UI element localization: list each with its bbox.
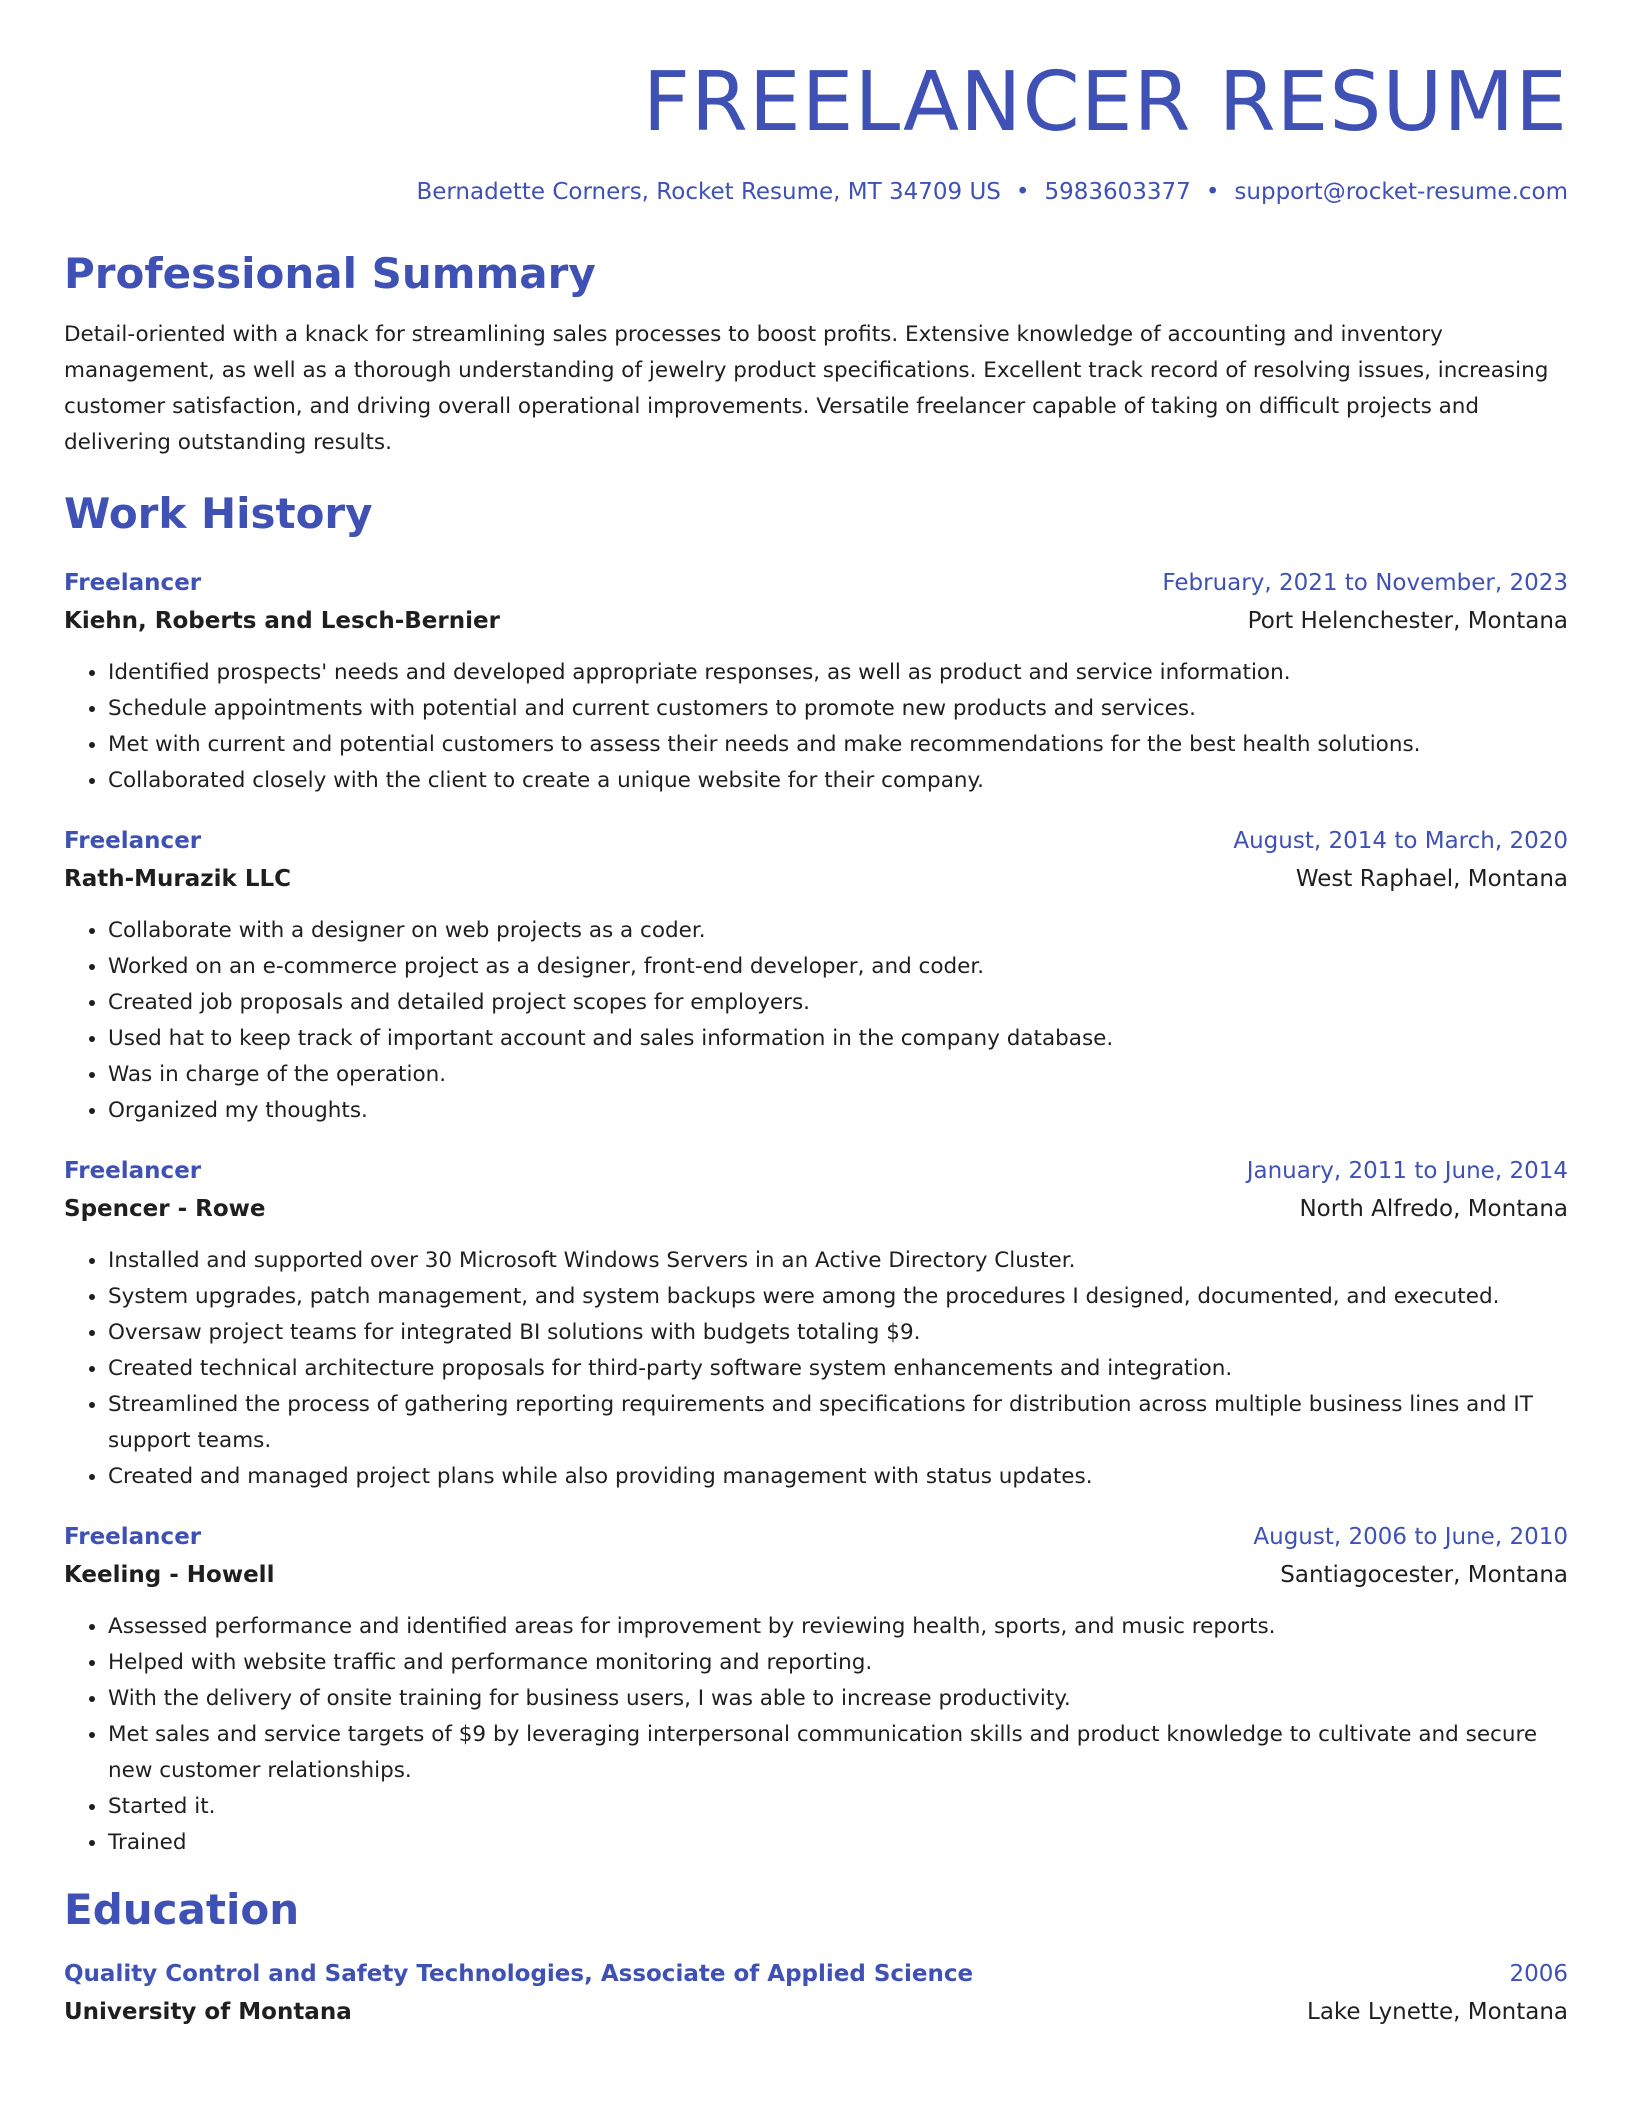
job-bullet: • Created job proposals and detailed project scopes for employers. [108,985,1568,1021]
education-year: 2006 [1509,1960,1568,1987]
job-bullet: • Created technical architecture proposals for third-party software system enhancements and integration. [108,1351,1568,1387]
education-heading: Education [64,1885,300,1935]
job-entry [64,1517,1568,1861]
contact-separator: • [1015,179,1030,205]
job-bullet-list [64,655,1568,799]
job-dates: January, 2011 to June, 2014 [1246,1158,1568,1185]
contact-phone: 5983603377 [1044,179,1191,205]
work-history-heading: Work History [64,488,373,538]
job-bullet: • Identified prospects' needs and developed appropriate responses, as well as product and service information. [108,655,1568,691]
education-location: Lake Lynette, Montana [1307,1998,1568,2025]
job-dates: February, 2021 to November, 2023 [1162,570,1568,597]
job-title: Freelancer [64,828,202,855]
contact-separator: • [1205,179,1220,205]
job-bullet: • Met with current and potential customers to assess their needs and make recommendations for the best health solutions. [108,727,1568,763]
job-bullet: • Used hat to keep track of important account and sales information in the company database. [108,1021,1568,1057]
job-bullet: • Schedule appointments with potential and current customers to promote new products and services. [108,691,1568,727]
job-dates: August, 2006 to June, 2010 [1253,1524,1568,1551]
job-bullet-list [64,1609,1568,1861]
job-bullet: • Collaborated closely with the client to create a unique website for their company. [108,763,1568,799]
job-title: Freelancer [64,1158,202,1185]
job-bullet: • System upgrades, patch management, and system backups were among the procedures I designed, documented, and executed. [108,1279,1568,1315]
job-bullet: • Streamlined the process of gathering reporting requirements and specifications for distribution across multiple business lines and IT support teams. [108,1387,1568,1459]
job-bullet: • Started it. [108,1789,1568,1825]
job-bullet-list [64,913,1568,1129]
job-bullet: • Assessed performance and identified areas for improvement by reviewing health, sports, and music reports. [108,1609,1568,1645]
job-title: Freelancer [64,570,202,597]
job-bullet: • Helped with website traffic and performance monitoring and reporting. [108,1645,1568,1681]
contact-email[interactable]: support@rocket-resume.com [1234,179,1568,205]
resume-page [64,0,1568,2030]
contact-address: Bernadette Corners, Rocket Resume, MT 34709 US [416,179,1001,205]
job-bullet: • Installed and supported over 30 Microsoft Windows Servers in an Active Directory Cluster. [108,1243,1568,1279]
job-bullet: • Collaborate with a designer on web projects as a coder. [108,913,1568,949]
job-entry [64,821,1568,1129]
job-location: North Alfredo, Montana [1299,1196,1568,1223]
job-bullet: • Created and managed project plans while also providing management with status updates. [108,1459,1568,1495]
summary-text: Detail-oriented with a knack for streamlining sales processes to boost profits. Extensive knowledge of accounting and inventory management, as well as a thorough understanding of jewelry product specifications. Excellent track record of resolving issues, increasing customer satisfaction, and driving overall operational improvements. Versatile freelancer capable of taking on difficult projects and delivering outstanding results. [64,321,1549,455]
job-bullet: • Trained [108,1825,1568,1861]
job-bullet: • Worked on an e-commerce project as a designer, front-end developer, and coder. [108,949,1568,985]
job-bullet: • Organized my thoughts. [108,1093,1568,1129]
job-location: West Raphael, Montana [1295,866,1568,893]
resume-name: FREELANCER RESUME [642,55,1568,150]
job-bullet: • With the delivery of onsite training for business users, I was able to increase productivity. [108,1681,1568,1717]
education-degree: Quality Control and Safety Technologies, Associate of Applied Science [64,1960,974,1987]
education-school: University of Montana [64,1998,352,2025]
job-company: Kiehn, Roberts and Lesch-Bernier [64,608,500,635]
job-company: Rath-Murazik LLC [64,866,292,893]
contact-line [64,179,1568,207]
job-title: Freelancer [64,1524,202,1551]
job-company: Spencer - Rowe [64,1196,266,1223]
job-bullet-list [64,1243,1568,1495]
job-entry [64,563,1568,799]
work-history-list [64,563,1568,1861]
job-dates: August, 2014 to March, 2020 [1233,828,1568,855]
summary-heading: Professional Summary [64,248,596,298]
job-bullet: • Oversaw project teams for integrated BI solutions with budgets totaling $9. [108,1315,1568,1351]
job-location: Santiagocester, Montana [1280,1562,1568,1589]
job-company: Keeling - Howell [64,1562,275,1589]
job-bullet: • Was in charge of the operation. [108,1057,1568,1093]
job-entry [64,1151,1568,1495]
job-bullet: • Met sales and service targets of $9 by leveraging interpersonal communication skills and product knowledge to cultivate and secure new customer relationships. [108,1717,1568,1789]
job-location: Port Helenchester, Montana [1247,608,1568,635]
education-entry [64,1954,1568,2030]
